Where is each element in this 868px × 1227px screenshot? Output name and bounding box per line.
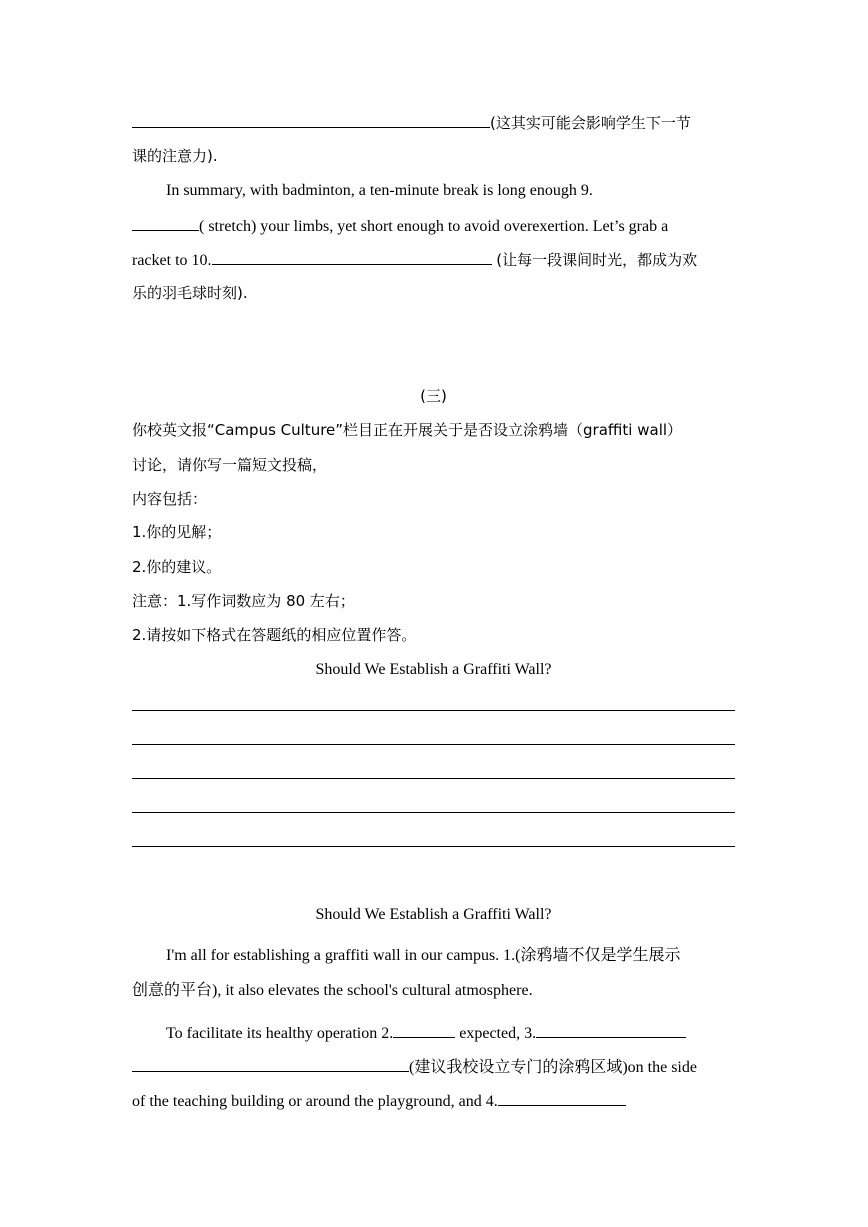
answer-line-1 [166, 946, 681, 966]
prompt-line-2: 讨论，请你写一篇短文投稿， [132, 456, 328, 474]
section-heading: (三) [420, 387, 447, 405]
text: (这其实可能会影响学生下一节 [490, 114, 691, 132]
line-3: In summary, with badminton, a ten-minute break is long enough 9. [166, 182, 593, 199]
answer-line-5 [132, 1090, 626, 1112]
answer-line[interactable] [132, 812, 735, 813]
blank-2[interactable] [393, 1022, 455, 1038]
line-2: 课的注意力). [132, 147, 218, 165]
text: (让每一段课间时光，都成为欢 [491, 251, 698, 269]
line-5 [132, 249, 697, 271]
answer-title: Should We Establish a Graffiti Wall? [315, 906, 552, 923]
text: ( stretch) your limbs, yet short enough to avoid overexertion. Let’s grab a [199, 218, 669, 235]
answer-line[interactable] [132, 846, 735, 847]
prompt-line-4: 1.你的见解； [132, 523, 222, 541]
text: (建议我校设立专门的涂鸦区域)on the side [409, 1059, 697, 1076]
text: racket to 10. [132, 252, 212, 269]
blank-3-cont[interactable] [132, 1056, 409, 1072]
prompt-line-3: 内容包括： [132, 490, 208, 508]
prompt-line-7: 2.请按如下格式在答题纸的相应位置作答。 [132, 626, 417, 644]
answer-line[interactable] [132, 710, 735, 711]
essay-title: Should We Establish a Graffiti Wall? [315, 661, 552, 678]
text: To facilitate its healthy operation 2. [166, 1025, 394, 1042]
text: expected, 3. [455, 1025, 537, 1042]
answer-line[interactable] [132, 778, 735, 779]
line-4 [132, 215, 668, 237]
text: of the teaching building or around the playground, and 4. [132, 1093, 498, 1110]
line-1 [132, 112, 691, 134]
answer-line-2: 创意的平台), it also elevates the school's cultural atmosphere. [132, 982, 533, 999]
text: I'm all for establishing a graffiti wall in our campus. 1.(涂鸦墙不仅是学生展示 [166, 947, 681, 964]
blank-4[interactable] [498, 1090, 626, 1106]
answer-line[interactable] [132, 744, 735, 745]
blank-3[interactable] [536, 1022, 686, 1038]
blank-10[interactable] [212, 249, 492, 265]
answer-line-4 [132, 1056, 697, 1078]
blank[interactable] [132, 112, 490, 128]
prompt-line-6: 注意：1.写作词数应为 80 左右； [132, 592, 355, 610]
prompt-line-1: 你校英文报“Campus Culture”栏目正在开展关于是否设立涂鸦墙（graffiti wall） [132, 421, 683, 439]
prompt-line-5: 2.你的建议。 [132, 558, 222, 576]
blank-9[interactable] [132, 215, 199, 231]
line-6: 乐的羽毛球时刻). [132, 284, 248, 302]
answer-line-3 [166, 1022, 686, 1044]
